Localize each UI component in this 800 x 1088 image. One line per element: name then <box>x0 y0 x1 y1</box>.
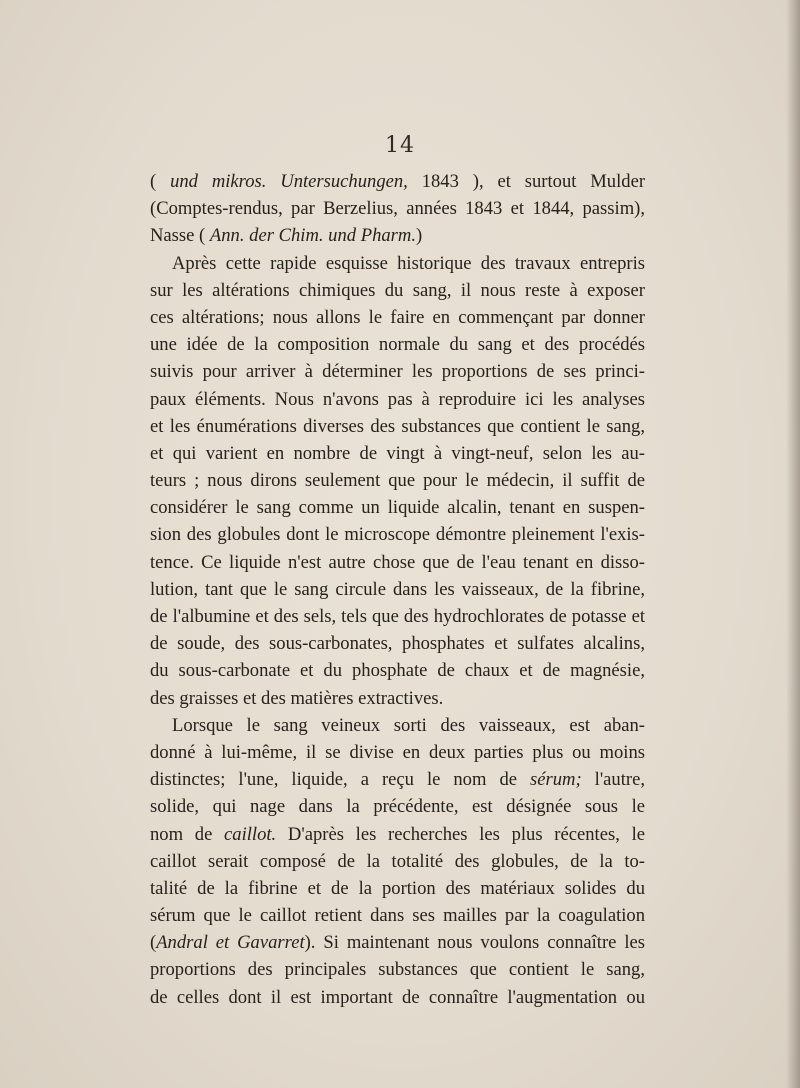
text-run: talité de la fibrine et de la portion des matériaux solides du <box>150 877 645 899</box>
text-run: nom de <box>150 823 225 845</box>
text-run: distinctes; l'une, liquide, a reçu le nom de <box>150 769 530 791</box>
text-line <box>150 766 645 793</box>
text-line <box>150 331 645 358</box>
text-line <box>150 657 645 684</box>
text-run: et qui varient en nombre de vingt à vingt-neuf, selon les au- <box>150 442 645 464</box>
text-line <box>150 875 645 902</box>
text-run: ). Si maintenant nous voulons connaître les <box>304 932 645 954</box>
text-run: sion des globules dont le microscope démontre pleinement l'exis- <box>150 524 645 546</box>
text-line <box>150 222 645 249</box>
text-run: D'après les recherches les plus récentes, le <box>276 823 645 845</box>
text-line <box>150 712 645 739</box>
text-line <box>150 413 645 440</box>
text-run: et les énumérations diverses des substances que contient le sang, <box>150 415 645 437</box>
text-run: Après cette rapide esquisse historique des travaux entrepris <box>172 252 645 274</box>
text-line <box>150 739 645 766</box>
italic-text: Ann. der Chim. und Pharm. <box>209 225 416 247</box>
text-line <box>150 440 645 467</box>
text-line <box>150 195 645 222</box>
text-line <box>150 576 645 603</box>
text-run: sérum que le caillot retient dans ses mailles par la coagulation <box>150 905 645 927</box>
text-line <box>150 358 645 385</box>
text-run: teurs ; nous dirons seulement que pour le médecin, il suffit de <box>150 470 645 492</box>
text-run: de celles dont il est important de connaître l'augmentation ou <box>150 986 645 1008</box>
text-run: caillot serait composé de la totalité des globules, de la to- <box>150 850 645 872</box>
text-line <box>150 984 645 1011</box>
text-line <box>150 250 645 277</box>
text-run: Lorsque le sang veineux sorti des vaisseaux, est aban- <box>172 714 645 736</box>
text-run: 1843 ), et surtout Mulder <box>407 171 645 192</box>
text-line <box>150 821 645 848</box>
text-line <box>150 304 645 331</box>
italic-text: sérum; <box>530 769 582 791</box>
text-run: donné à lui-même, il se divise en deux parties plus ou moins <box>150 741 645 763</box>
italic-text: caillot. <box>224 823 277 845</box>
text-run: considérer le sang comme un liquide alcalin, tenant en suspen- <box>150 497 645 519</box>
text-run: ( <box>150 171 171 192</box>
text-run: Nasse ( <box>150 225 210 247</box>
text-line <box>150 902 645 929</box>
text-run: ) <box>415 225 423 247</box>
text-line <box>150 168 645 195</box>
text-line <box>150 386 645 413</box>
text-run: (Comptes-rendus, par Berzelius, années 1843 et 1844, passim), <box>150 198 645 220</box>
page-number: 14 <box>385 133 415 158</box>
text-line <box>150 521 645 548</box>
text-line <box>150 685 645 712</box>
text-line <box>150 956 645 983</box>
text-run: lution, tant que le sang circule dans les vaisseaux, de la fibrine, <box>150 578 645 600</box>
text-line <box>150 929 645 956</box>
text-line <box>150 467 645 494</box>
text-run: solide, qui nage dans la précédente, est désignée sous le <box>150 796 645 818</box>
italic-text: und mikros. Untersuchungen, <box>170 171 408 192</box>
text-run: de l'albumine et des sels, tels que des hydrochlorates de potasse et <box>150 606 645 627</box>
italic-text: Andral et Gavarret <box>156 932 305 954</box>
text-line <box>150 848 645 875</box>
text-run: sur les altérations chimiques du sang, il nous reste à exposer <box>150 279 645 301</box>
text-run: des graisses et des matières extractives. <box>150 687 444 709</box>
text-run: du sous-carbonate et du phosphate de chaux et de magnésie, <box>150 660 645 682</box>
text-run: une idée de la composition normale du sang et des procédés <box>150 334 645 356</box>
text-run: proportions des principales substances que contient le sang, <box>150 959 645 981</box>
text-run: ( <box>150 932 157 954</box>
text-line <box>150 793 645 820</box>
text-run: l'autre, <box>581 769 645 791</box>
text-run: ces altérations; nous allons le faire en commençant par donner <box>150 306 645 328</box>
text-run: tence. Ce liquide n'est autre chose que de l'eau tenant en disso- <box>150 551 645 573</box>
text-run: suivis pour arriver à déterminer les proportions de ses princi- <box>150 361 645 383</box>
text-run: paux éléments. Nous n'avons pas à reproduire ici les analyses <box>150 388 645 410</box>
text-line <box>150 630 645 657</box>
text-line <box>150 603 645 630</box>
body-text <box>150 168 645 1011</box>
text-run: de soude, des sous-carbonates, phosphates et sulfates alcalins, <box>150 633 645 655</box>
text-line <box>150 277 645 304</box>
text-line <box>150 549 645 576</box>
text-line <box>150 494 645 521</box>
page-edge-shadow <box>786 0 800 1088</box>
